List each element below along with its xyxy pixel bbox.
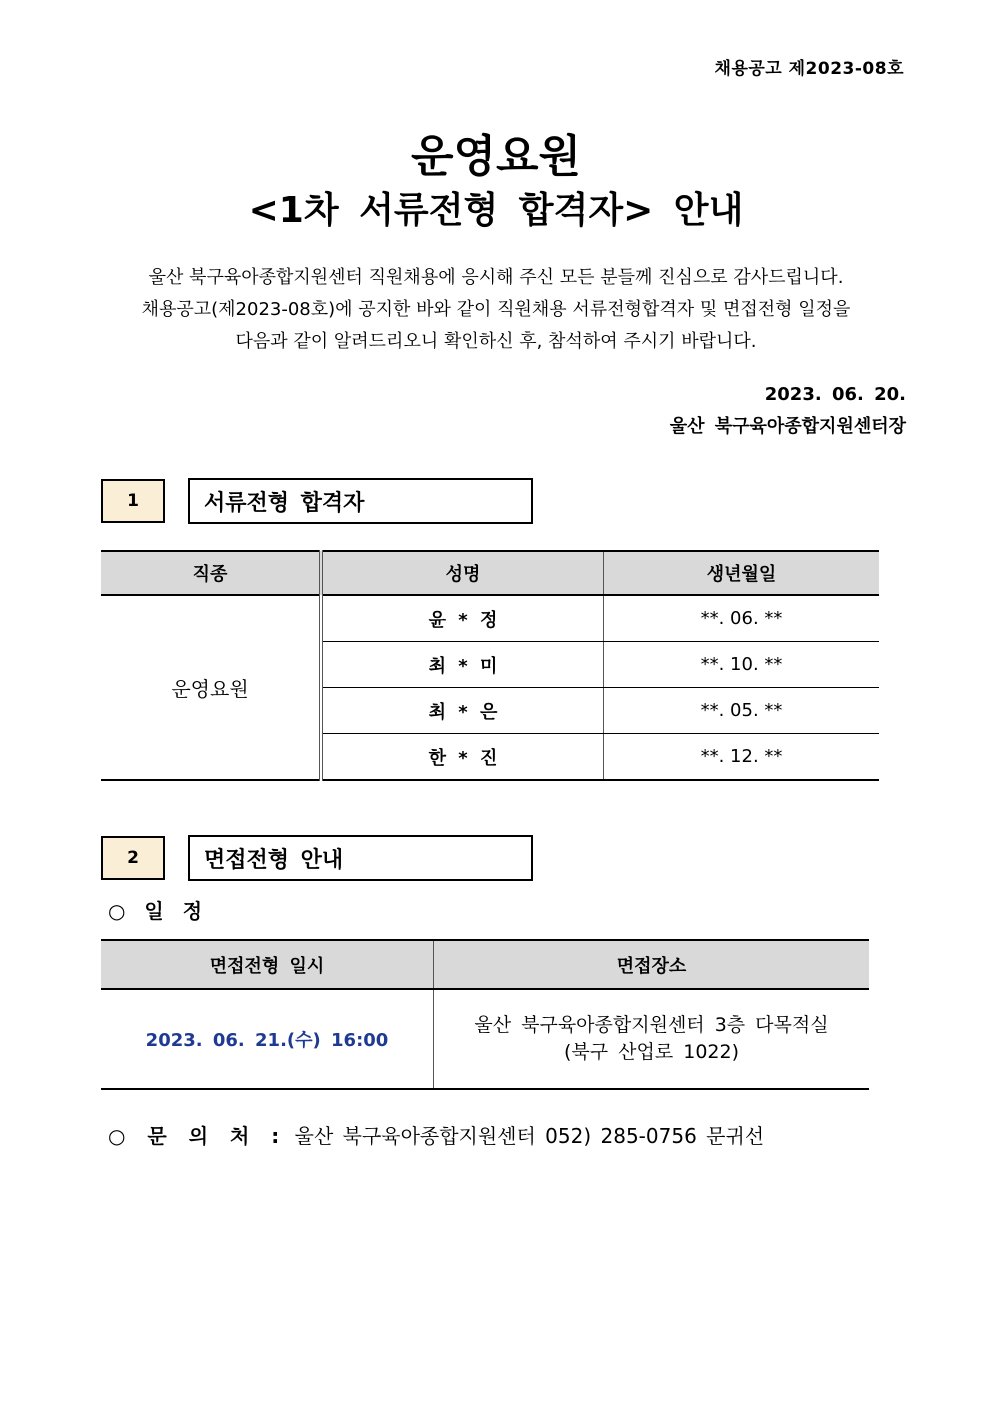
- name-cell: 한 * 진: [321, 734, 604, 781]
- contact-value: 울산 북구육아종합지원센터 052) 285-0756 문귀선: [294, 1124, 765, 1148]
- place-address: (북구 산업로 1022): [563, 1041, 740, 1063]
- intro-line: 채용공고(제2023-08호)에 공지한 바와 같이 직원채용 서류전형합격자 및 면접전형 일정을: [141, 299, 851, 320]
- name-cell: 최 * 은: [321, 688, 604, 734]
- header-birth: 생년월일: [604, 551, 880, 595]
- issuer: 울산 북구육아종합지원센터장: [669, 416, 906, 437]
- birth-cell: **. 12. **: [604, 734, 880, 781]
- passer-table: [101, 550, 879, 781]
- table-header-row: [101, 551, 879, 595]
- page-subtitle: <1차 서류전형 합격자> 안내: [248, 190, 744, 231]
- schedule-label: ○ 일 정: [108, 899, 209, 923]
- interview-datetime: 2023. 06. 21.(수) 16:00: [101, 989, 434, 1089]
- birth-cell: **. 05. **: [604, 688, 880, 734]
- section-1-title: 서류전형 합격자: [188, 478, 533, 524]
- header-place: 면접장소: [434, 940, 870, 989]
- table-row: [101, 989, 869, 1089]
- contact-line: [108, 1120, 764, 1149]
- intro-line: 울산 북구육아종합지원센터 직원채용에 응시해 주신 모든 분들께 진심으로 감사드립니다.: [148, 267, 844, 288]
- birth-cell: **. 10. **: [604, 642, 880, 688]
- notice-number: 채용공고 제2023-08호: [714, 59, 904, 79]
- job-cell: 운영요원: [101, 595, 321, 780]
- section-1-number: 1: [101, 479, 165, 523]
- interview-place: [434, 989, 870, 1089]
- header-name: 성명: [321, 551, 604, 595]
- header-datetime: 면접전형 일시: [101, 940, 434, 989]
- intro-line: 다음과 같이 알려드리오니 확인하신 후, 참석하여 주시기 바랍니다.: [235, 331, 757, 352]
- table-header-row: [101, 940, 869, 989]
- section-2-number: 2: [101, 836, 165, 880]
- contact-label: ○ 문 의 처 :: [108, 1124, 286, 1148]
- issue-date: 2023. 06. 20.: [764, 384, 906, 405]
- table-row: [101, 595, 879, 642]
- name-cell: 윤 * 정: [321, 595, 604, 642]
- header-job: 직종: [101, 551, 321, 595]
- place-name: 울산 북구육아종합지원센터 3층 다목적실: [474, 1014, 829, 1036]
- name-cell: 최 * 미: [321, 642, 604, 688]
- birth-cell: **. 06. **: [604, 595, 880, 642]
- page-title: 운영요원: [410, 131, 581, 182]
- intro-paragraph: [0, 262, 992, 358]
- interview-table: [101, 939, 869, 1090]
- section-2-title: 면접전형 안내: [188, 835, 533, 881]
